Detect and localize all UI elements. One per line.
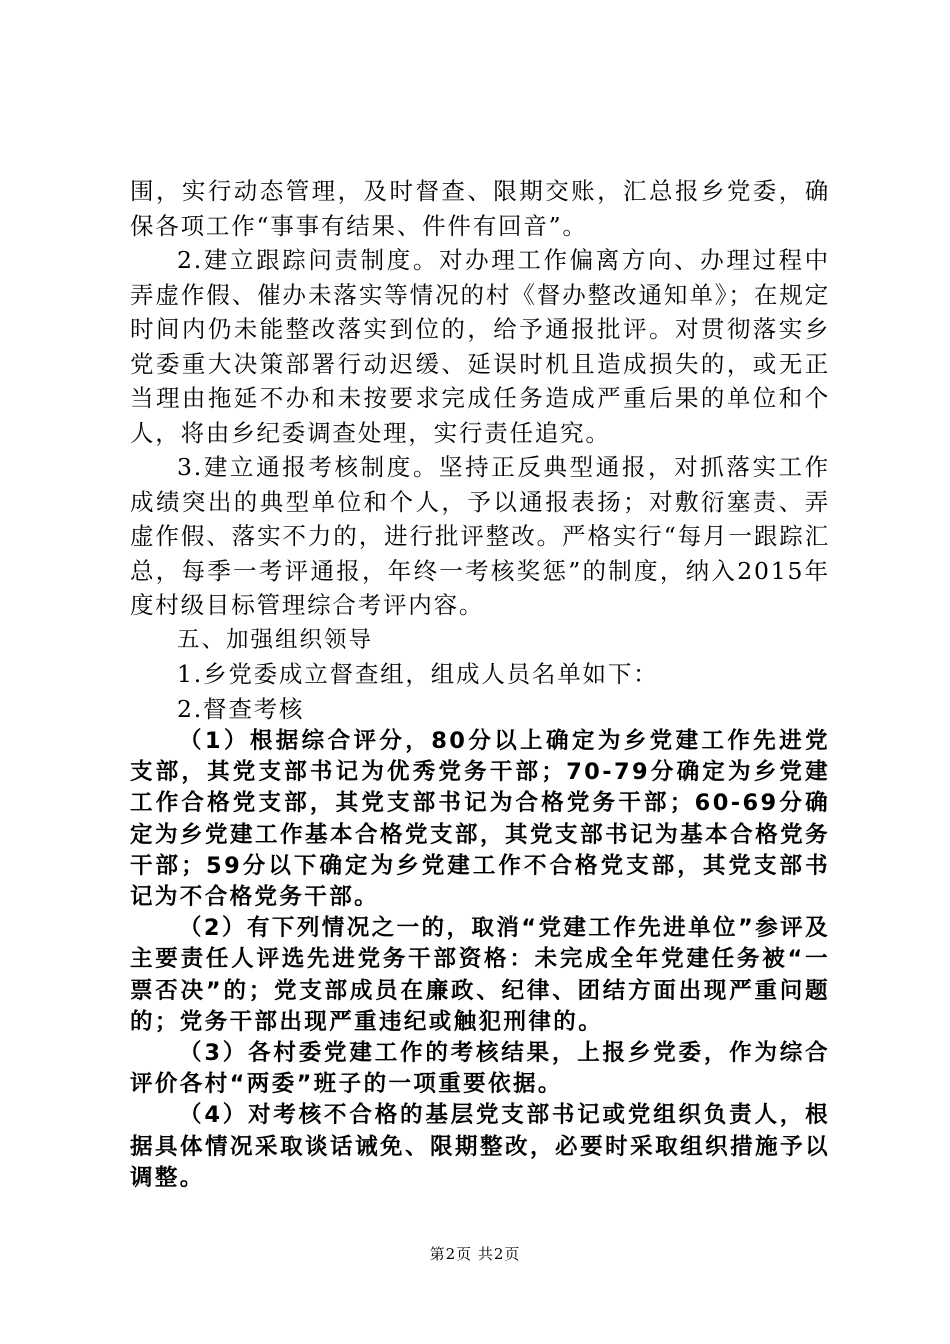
page-number-footer: 第2页 共2页 bbox=[429, 1245, 521, 1263]
document-body bbox=[130, 174, 830, 1194]
paragraph-continuation: 围，实行动态管理，及时督查、限期交账，汇总报乡党委，确保各项工作“事事有结果、件件有回音”。 bbox=[130, 177, 830, 240]
paragraph-item-1-scoring: （1）根据综合评分，80分以上确定为乡党建工作先进党支部，其党支部书记为优秀党务干部；70-79分确定为乡党建工作合格党支部，其党支部书记为合格党务干部；60-69分确定为乡党建工作基本合格党支部，其党支部书记为基本合格党务干部；59分以下确定为乡党建工作不合格党支部，其党支部书记为不合格党务干部。 bbox=[130, 728, 830, 911]
paragraph-item-3-results: （3）各村委党建工作的考核结果，上报乡党委，作为综合评价各村“两委”班子的一项重要依据。 bbox=[130, 1040, 830, 1098]
paragraph-notification-assessment: 3.建立通报考核制度。坚持正反典型通报，对抓落实工作成绩突出的典型单位和个人，予以通报表扬；对敷衍塞责、弄虚作假、落实不力的，进行批评整改。严格实行“每月一跟踪汇总，每季一考评通报，年终一考核奖惩”的制度，纳入2015年度村级目标管理综合考评内容。 bbox=[130, 453, 830, 619]
paragraph-inspection-assessment: 2.督查考核 bbox=[177, 694, 305, 723]
section-heading-organization: 五、加强组织领导 bbox=[177, 626, 374, 653]
paragraph-tracking-accountability: 2.建立跟踪问责制度。对办理工作偏离方向、办理过程中弄虚作假、催办未落实等情况的村《督办整改通知单》；在规定时间内仍未能整改落实到位的，给予通报批评。对贯彻落实乡党委重大决策部署行动迟缓、延误时机且造成损失的，或无正当理由拖延不办和未按要求完成任务造成严重后果的单位和个人，将由乡纪委调查处理，实行责任追究。 bbox=[130, 246, 830, 447]
paragraph-inspection-group: 1.乡党委成立督查组，组成人员名单如下： bbox=[177, 660, 659, 688]
paragraph-item-4-adjustment: （4）对考核不合格的基层党支部书记或党组织负责人，根据具体情况采取谈话诫免、限期整改，必要时采取组织措施予以调整。 bbox=[130, 1102, 830, 1191]
paragraph-item-2-disqualification: （2）有下列情况之一的，取消“党建工作先进单位”参评及主要责任人评选先进党务干部资格：未完成全年党建任务被“一票否决”的；党支部成员在廉政、纪律、团结方面出现严重问题的；党务干部出现严重违纪或触犯刑律的。 bbox=[130, 915, 830, 1035]
